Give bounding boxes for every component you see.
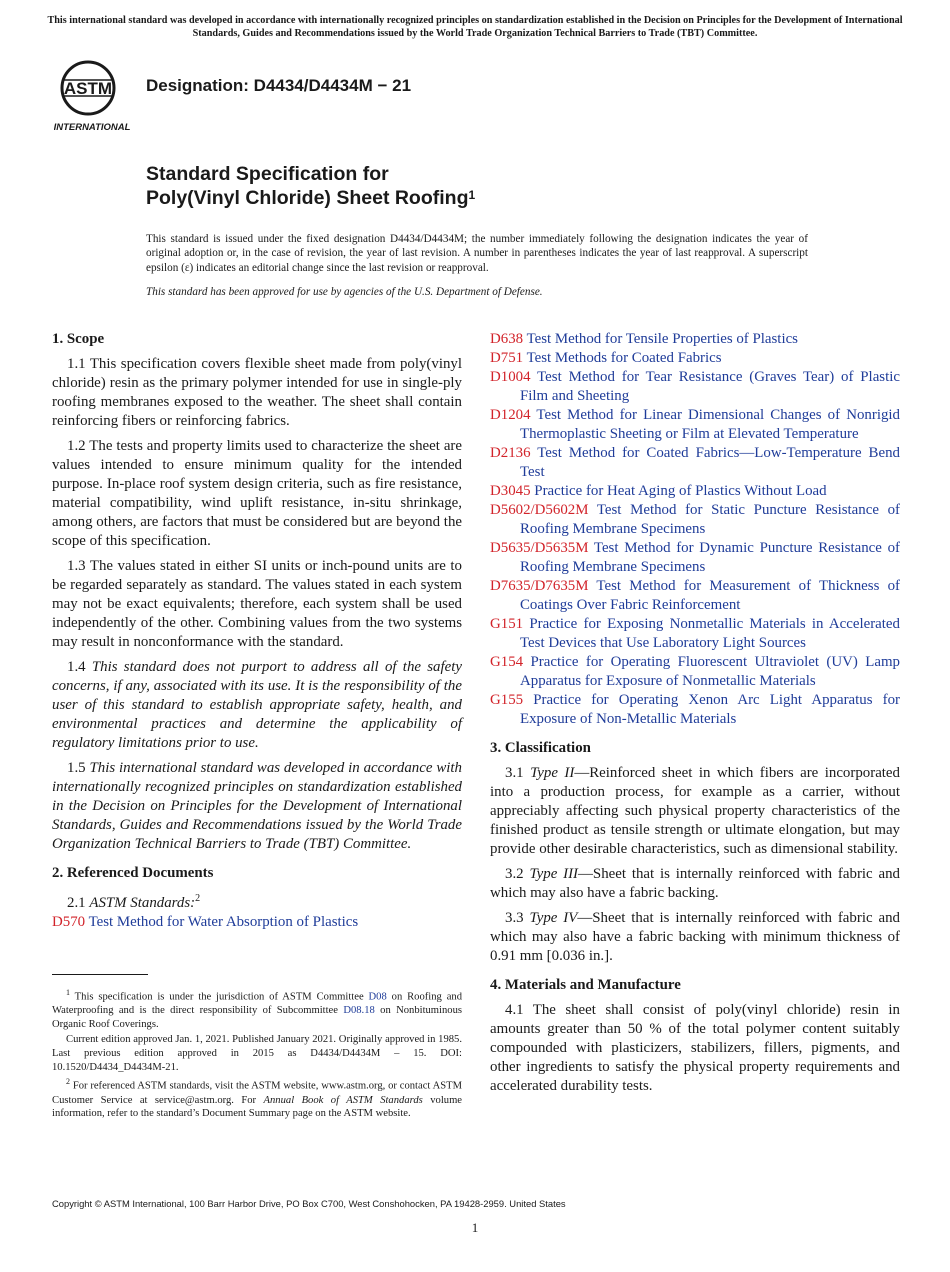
copyright: Copyright © ASTM International, 100 Barr Harbor Drive, PO Box C700, West Conshohocken, PA 19428-2959. United States xyxy=(52,1198,566,1209)
ref-code[interactable]: G151 xyxy=(490,616,524,632)
ref-item[interactable] xyxy=(490,501,900,539)
designation: Designation: D4434/D4434M − 21 xyxy=(146,76,412,95)
scope-1-3: 1.3 The values stated in either SI units or inch-pound units are to be regarded separately as standard. The values stated in each system may not be exact equivalents; therefore, each system shall be used independently of the other. Combining values from the two systems may result in nonconformance with the standard. xyxy=(52,558,462,650)
right-column xyxy=(490,330,900,1096)
classification-3-3 xyxy=(490,909,900,966)
scope-1-5-text: This international standard was developed in accordance with internationally recognized principles on standardization established in the Decision on Principles for the Development of International Standards, Guides and Recommendations issued by the World Trade Organization Technical Barriers to Trade (TBT) Committee. xyxy=(52,760,462,852)
ref-title[interactable]: Practice for Heat Aging of Plastics Without Load xyxy=(534,483,827,499)
classification-type: Type II xyxy=(530,765,575,781)
classification-3-2 xyxy=(490,865,900,903)
footnote-1-text-b: on Roofing and Waterproofing and is the direct responsibility of Subcommittee xyxy=(52,991,462,1017)
ref-title[interactable]: Test Method for Static Puncture Resistance of Roofing Membrane Specimens xyxy=(520,502,900,537)
footnote-2-book-title: Annual Book of ASTM Standards xyxy=(263,1094,423,1106)
footnote-2-marker: 2 xyxy=(66,1077,70,1087)
ref-code[interactable]: D5635/D5635M xyxy=(490,540,589,556)
ref-item[interactable] xyxy=(490,691,900,729)
refdocs-2-1-num: 2.1 xyxy=(67,894,86,911)
classification-3-1 xyxy=(490,764,900,859)
footnotes xyxy=(52,986,462,1122)
title-line2: Poly(Vinyl Chloride) Sheet Roofing xyxy=(146,187,469,209)
subcommittee-link[interactable]: D08.18 xyxy=(343,1005,375,1017)
ref-code[interactable]: D570 xyxy=(52,913,86,930)
footnote-divider xyxy=(52,974,148,975)
ref-title[interactable]: Practice for Operating Xenon Arc Light Apparatus for Exposure of Non-Metallic Materials xyxy=(520,692,900,727)
footnote-1-text-a: This specification is under the jurisdiction of ASTM Committee xyxy=(74,991,364,1003)
title-line1: Standard Specification for xyxy=(146,163,389,185)
document-title xyxy=(146,162,475,210)
ref-title[interactable]: Test Method for Tear Resistance (Graves Tear) of Plastic Film and Sheeting xyxy=(520,369,900,404)
scope-1-4-num: 1.4 xyxy=(67,659,86,675)
issued-statement: This standard is issued under the fixed designation D4434/D4434M; the number immediately following the designation indicates the year of original adoption or, in the case of revision, the year of last revision. A number in parentheses indicates the year of last reapproval. A superscript epsilon (ε) indicates an editorial change since the last revision or reapproval. xyxy=(146,233,808,274)
title-footnote-ref[interactable]: 1 xyxy=(468,188,476,202)
ref-code[interactable]: D1204 xyxy=(490,407,531,423)
ref-code[interactable]: G154 xyxy=(490,654,524,670)
ref-item[interactable] xyxy=(490,349,900,368)
materials-4-1: 4.1 The sheet shall consist of poly(vinyl chloride) resin in amounts greater than 50 % of the total polymer content suitably compounded with plasticizers, stabilizers, fillers, pigments, and other ingredients to satisfy the physical property requirements and accelerated durability tests. xyxy=(490,1002,900,1094)
classification-text: —Sheet that is internally reinforced with fabric and which may also have a fabric backing. xyxy=(490,866,900,901)
footnote-1-marker: 1 xyxy=(66,988,70,997)
refdocs-heading: 2. Referenced Documents xyxy=(52,865,214,881)
footnote-edition: Current edition approved Jan. 1, 2021. Published January 2021. Originally approved in 1985. Last previous edition approved in 2015 as D4434/D4434M – 15. DOI: 10.1520/D4434_D4434M-21. xyxy=(52,1033,462,1073)
ref-title[interactable]: Test Methods for Coated Fabrics xyxy=(526,350,722,366)
ref-code[interactable]: D1004 xyxy=(490,369,531,385)
committee-link[interactable]: D08 xyxy=(368,991,387,1003)
left-column xyxy=(52,330,462,932)
footnote-2-text-a: For referenced ASTM standards, visit the ASTM website, www.astm.org, or contact ASTM Customer Service at service@astm.org. For xyxy=(52,1080,463,1106)
ref-code[interactable]: D7635/D7635M xyxy=(490,578,589,594)
page-number: 1 xyxy=(471,1220,479,1235)
refdocs-2-1 xyxy=(52,889,462,913)
scope-1-5-num: 1.5 xyxy=(67,760,86,776)
ref-title[interactable]: Test Method for Measurement of Thickness of Coatings Over Fabric Reinforcement xyxy=(520,578,900,613)
footnote-1-text-c: on Nonbituminous Organic Roof Coverings. xyxy=(52,1005,463,1031)
classification-num: 3.2 xyxy=(505,866,524,882)
ref-code[interactable]: G155 xyxy=(490,692,524,708)
refdocs-2-1-label: ASTM Standards: xyxy=(89,894,196,911)
materials-heading: 4. Materials and Manufacture xyxy=(490,977,681,993)
ref-title[interactable]: Practice for Operating Fluorescent Ultraviolet (UV) Lamp Apparatus for Exposure of Nonmetallic Materials xyxy=(520,654,900,689)
ref-item[interactable] xyxy=(490,615,900,653)
ref-item[interactable] xyxy=(490,577,900,615)
scope-1-4 xyxy=(52,658,462,753)
footnote-2-text-b: volume information, refer to the standard’s Document Summary page on the ASTM website. xyxy=(52,1094,463,1120)
logo-subtext: INTERNATIONAL xyxy=(54,122,131,132)
footnote-2 xyxy=(52,1075,462,1121)
ref-item[interactable] xyxy=(490,330,900,349)
refdocs-footnote-ref[interactable]: 2 xyxy=(195,893,201,904)
footnote-1 xyxy=(52,986,462,1032)
dod-statement: This standard has been approved for use by agencies of the U.S. Department of Defense. xyxy=(146,286,543,298)
ref-title[interactable]: Test Method for Water Absorption of Plastics xyxy=(88,913,359,930)
ref-item[interactable] xyxy=(490,539,900,577)
ref-title[interactable]: Test Method for Coated Fabrics—Low-Temperature Bend Test xyxy=(520,445,900,480)
ref-item[interactable] xyxy=(490,482,900,501)
ref-code[interactable]: D638 xyxy=(490,331,524,347)
ref-item[interactable] xyxy=(52,913,462,932)
scope-heading: 1. Scope xyxy=(52,331,105,347)
ref-title[interactable]: Test Method for Tensile Properties of Plastics xyxy=(526,331,798,347)
classification-num: 3.1 xyxy=(505,765,524,781)
top-notice: This international standard was developed in accordance with internationally recognized principles on standardization established in the Decision on Principles for the Development of International Standards, Guides and Recommendations issued by the World Trade Organization Technical Barriers to Trade (TBT) Committee. xyxy=(47,15,903,39)
ref-title[interactable]: Test Method for Dynamic Puncture Resistance of Roofing Membrane Specimens xyxy=(520,540,900,575)
ref-title[interactable]: Practice for Exposing Nonmetallic Materials in Accelerated Test Devices that Use Laboratory Light Sources xyxy=(520,616,900,651)
scope-1-2: 1.2 The tests and property limits used to characterize the sheet are values intended to ensure minimum quality for the intended purpose. In-place roof system design criteria, such as fire resistance, material compatibility, wind uplift resistance, in-situ shrinkage, among others, are factors that must be considered but are beyond the scope of this specification. xyxy=(52,438,462,549)
ref-item[interactable] xyxy=(490,444,900,482)
ref-item[interactable] xyxy=(490,406,900,444)
classification-type: Type IV xyxy=(529,910,578,926)
ref-item[interactable] xyxy=(490,368,900,406)
scope-1-5 xyxy=(52,759,462,854)
classification-text: —Sheet that is internally reinforced with fabric and which may also have a fabric backing with minimum thickness of 0.91 mm [0.036 in.]. xyxy=(490,910,900,964)
classification-text: —Reinforced sheet in which fibers are incorporated into a production process, for example as a carrier, without appreciably affecting such physical property characteristics of the finished product as tensile strength or ultimate elongation, but may provide other desirable characteristics, such as dimensional stability. xyxy=(490,765,900,857)
ref-code[interactable]: D2136 xyxy=(490,445,531,461)
ref-code[interactable]: D5602/D5602M xyxy=(490,502,589,518)
scope-1-4-text: This standard does not purport to address all of the safety concerns, if any, associated with its use. It is the responsibility of the user of this standard to establish appropriate safety, health, and environmental practices and determine the applicability of regulatory limitations prior to use. xyxy=(52,659,462,751)
scope-1-1: 1.1 This specification covers flexible sheet made from poly(vinyl chloride) resin as the primary polymer intended for use in single-ply roofing membranes exposed to the weather. The sheet shall contain reinforcing fibers or reinforcing fabrics. xyxy=(52,356,462,429)
classification-num: 3.3 xyxy=(505,910,524,926)
logo-text: ASTM xyxy=(63,79,113,98)
classification-heading: 3. Classification xyxy=(490,740,591,756)
ref-code[interactable]: D751 xyxy=(490,350,524,366)
classification-type: Type III xyxy=(529,866,579,882)
astm-logo xyxy=(54,58,134,132)
ref-code[interactable]: D3045 xyxy=(490,483,531,499)
ref-title[interactable]: Test Method for Linear Dimensional Changes of Nonrigid Thermoplastic Sheeting or Film at Elevated Temperature xyxy=(520,407,900,442)
ref-item[interactable] xyxy=(490,653,900,691)
